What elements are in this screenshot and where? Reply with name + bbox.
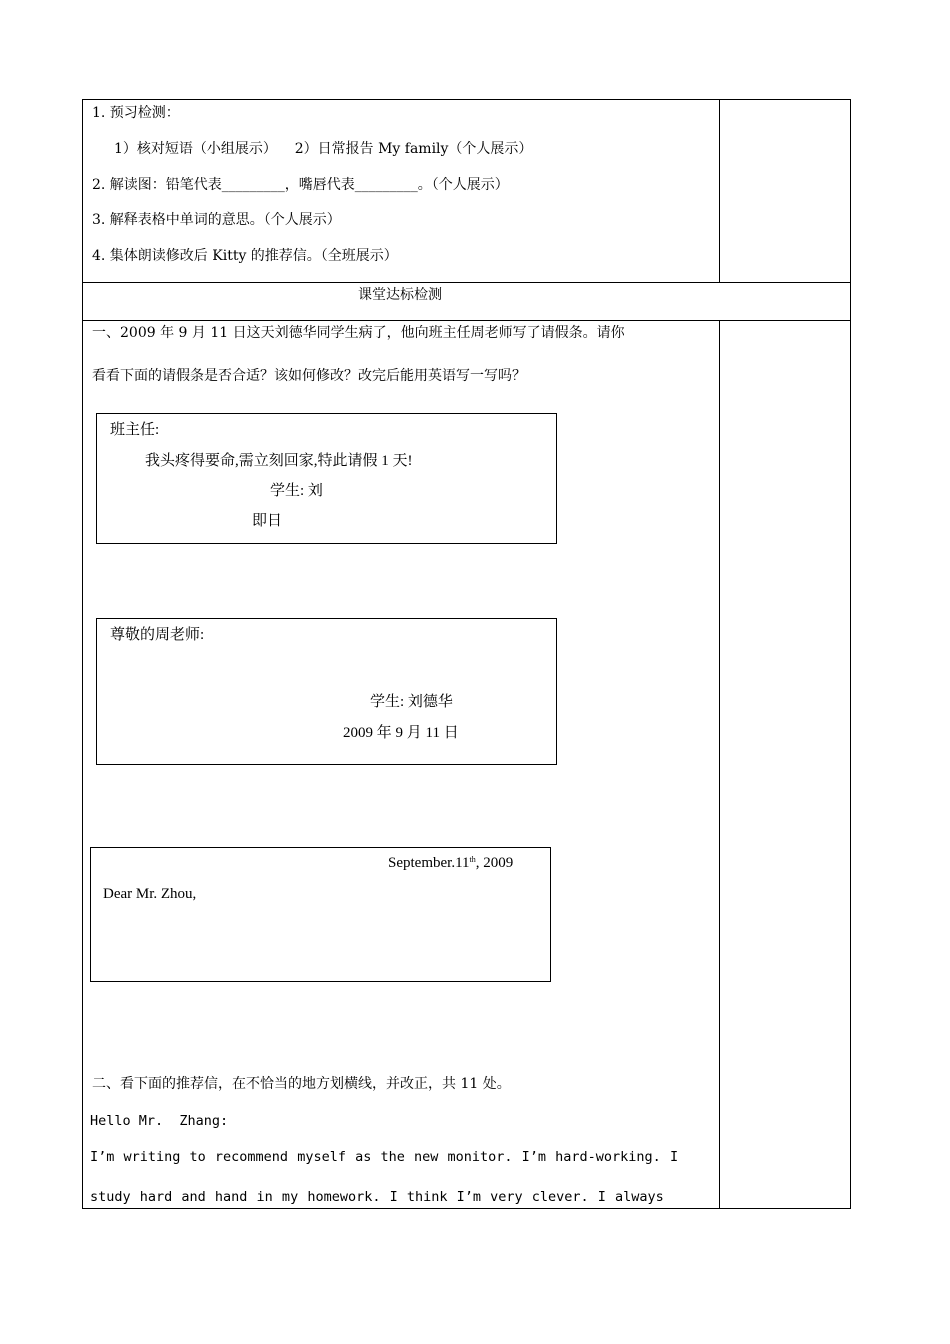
row-divider-1 bbox=[83, 282, 850, 283]
note3-greeting: Dear Mr. Zhou, bbox=[103, 886, 197, 902]
note3-date bbox=[388, 854, 513, 872]
note1-date: 即日 bbox=[252, 513, 283, 529]
note1-greeting: 班主任: bbox=[110, 422, 160, 438]
note2-date: 2009 年 9 月 11 日 bbox=[343, 725, 459, 741]
preview-item-3: 3. 解释表格中单词的意思。（个人展示） bbox=[92, 212, 341, 228]
column-divider-top bbox=[719, 100, 720, 282]
column-divider-bottom bbox=[719, 320, 720, 1208]
task2-salutation: Hello Mr. Zhang: bbox=[90, 1113, 229, 1129]
row-divider-2 bbox=[83, 320, 850, 321]
task2-instruction: 二、看下面的推荐信，在不恰当的地方划横线，并改正，共 11 处。 bbox=[92, 1076, 511, 1092]
note1-body: 我头疼得要命,需立刻回家,特此请假 1 天! bbox=[145, 453, 413, 469]
preview-item-4: 4. 集体朗读修改后 Kitty 的推荐信。（全班展示） bbox=[92, 248, 398, 264]
task2-line2: study hard and hand in my homework. I think I’m very clever. I always bbox=[90, 1189, 664, 1205]
note3-date-prefix: September.11 bbox=[388, 855, 470, 871]
note1-signature: 学生: 刘 bbox=[270, 483, 323, 499]
section-title: 课堂达标检测 bbox=[358, 287, 442, 303]
note2-signature: 学生: 刘德华 bbox=[370, 694, 453, 710]
task2-line1: I’m writing to recommend myself as the new monitor. I’m hard-working. I bbox=[90, 1149, 679, 1165]
task1-line2: 看看下面的请假条是否合适？该如何修改？改完后能用英语写一写吗？ bbox=[92, 368, 526, 384]
preview-item-1-sub: 1）核对短语（小组展示） 2）日常报告 My family（个人展示） bbox=[114, 141, 533, 157]
note2-greeting: 尊敬的周老师: bbox=[110, 627, 205, 643]
note3-date-sup: th bbox=[469, 855, 476, 864]
task1-line1: 一、2009 年 9 月 11 日这天刘德华同学生病了，他向班主任周老师写了请假条。请你 bbox=[92, 325, 625, 341]
preview-item-2: 2. 解读图：铅笔代表_________，嘴唇代表_________。（个人展示） bbox=[92, 177, 509, 193]
leave-note-original bbox=[96, 413, 557, 544]
note3-date-suffix: , 2009 bbox=[475, 855, 514, 871]
preview-item-1: 1. 预习检测： bbox=[92, 105, 180, 121]
